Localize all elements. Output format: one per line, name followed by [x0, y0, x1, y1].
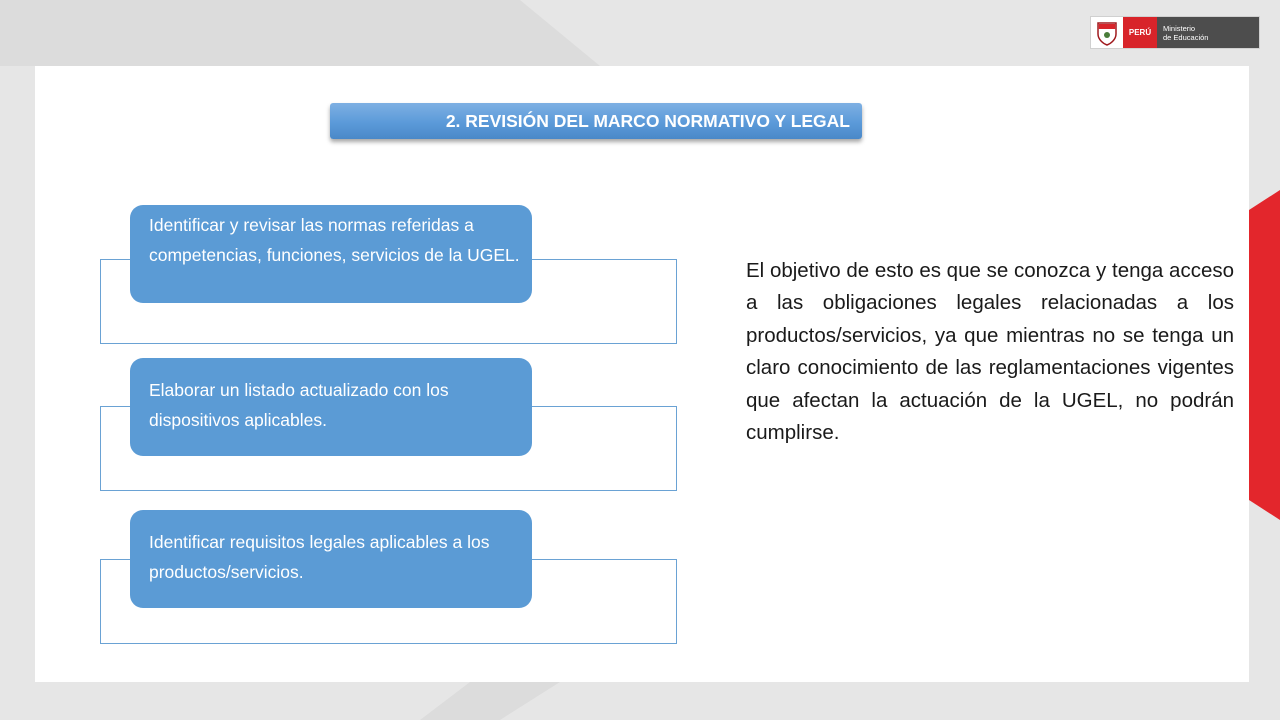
slide-title: 2. REVISIÓN DEL MARCO NORMATIVO Y LEGAL	[330, 103, 862, 139]
ministry-line-1: Ministerio	[1163, 24, 1196, 33]
step-3-box: Identificar requisitos legales aplicables a los productos/servicios.	[130, 510, 532, 608]
ministry-label	[1157, 17, 1259, 48]
red-side-tab	[1249, 190, 1280, 520]
peru-label: PERÚ	[1123, 17, 1157, 48]
ministry-line-2: de Educación	[1163, 33, 1209, 42]
step-1-box: Identificar y revisar las normas referidas a competencias, funciones, servicios de la UGEL.	[130, 205, 532, 303]
ministry-logo	[1090, 16, 1260, 49]
coat-of-arms-icon	[1091, 17, 1123, 48]
description-paragraph: El objetivo de esto es que se conozca y tenga acceso a las obligaciones legales relacionadas a los productos/servicios, ya que mientras no se tenga un claro conocimiento de las reglamentaciones vigentes que afectan la actuación de la UGEL, no podrán cumplirse.	[746, 259, 1234, 445]
step-2-box: Elaborar un listado actualizado con los dispositivos aplicables.	[130, 358, 532, 456]
